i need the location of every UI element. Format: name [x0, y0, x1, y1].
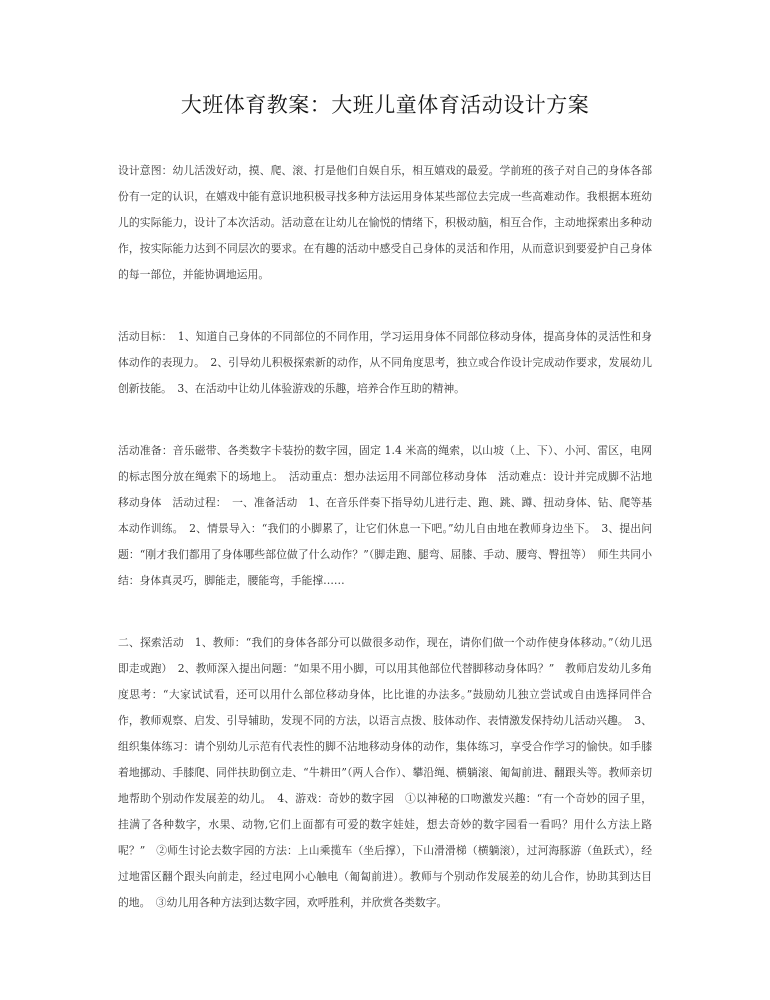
- document-title: 大班体育教案：大班儿童体育活动设计方案: [180, 93, 590, 117]
- paragraph-activity-goals: 活动目标： 1、知道自己身体的不同部位的不同作用，学习运用身体不同部位移动身体，提高身体的灵活性和身体动作的表现力。 2、引导幼儿积极探索新的动作，从不同角度思考，独立或合作设计完成动作要求，发展幼儿创新技能。 3、在活动中让幼儿体验游戏的乐趣，培养合作互助的精神。: [118, 330, 652, 395]
- paragraph-exploration-activity: 二、探索活动 1、教师：“我们的身体各部分可以做很多动作，现在，请你们做一个动作使身体移动。”（幼儿迅即走或跑） 2、教师深入提出问题：“如果不用小脚，可以用其他部位代替脚移动身体吗？” 教师启发幼儿多角度思考：“大家试试看，还可以用什么部位移动身体，比比谁的办法多。”鼓励幼儿独立尝试或自由选择同伴合作，教师观察、启发、引导辅助，发现不同的方法，以语言点拨、肢体动作、表情激发保持幼儿活动兴趣。 3、组织集体练习：请个别幼儿示范有代表性的脚不沾地移动身体的动作，集体练习，享受合作学习的愉快。如手膝着地挪动、手膝爬、同伴扶助倒立走、“牛耕田”（两人合作）、攀沿绳、横躺滚、匍匐前进、翻跟头等。教师亲切地帮助个别动作发展差的幼儿。 4、游戏：奇妙的数字园 ①以神秘的口吻激发兴趣：“有一个奇妙的园子里，挂满了各种数字，水果、动物,它们上面都有可爱的数字娃娃，想去奇妙的数字园看一看吗？用什么方法上路呢？” ②师生讨论去数字园的方法：上山乘揽车（坐后撑），下山滑滑梯（横躺滚），过河海豚游（鱼跃式），经过地雷区翻个跟头向前走，经过电网小心触电（匍匐前进）。教师与个别动作发展差的幼儿合作，协助其到达目的地。 ③幼儿用各种方法到达数字园，欢呼胜利，并欣赏各类数字。: [118, 636, 652, 909]
- paragraph-design-intent: 设计意图：幼儿活泼好动，摸、爬、滚、打是他们自娱自乐，相互嬉戏的最爱。学前班的孩子对自己的身体各部份有一定的认识，在嬉戏中能有意识地积极寻找多种方法运用身体某些部位去完成一些高难动作。我根据本班幼儿的实际能力，设计了本次活动。活动意在让幼儿在愉悦的情绪下，积极动脑，相互合作，主动地探索出多种动作，按实际能力达到不同层次的要求。在有趣的活动中感受自己身体的灵活和作用，从而意识到要爱护自己身体的每一部位，并能协调地运用。: [118, 164, 652, 281]
- paragraph-activity-preparation: 活动准备：音乐磁带、各类数字卡装扮的数字园，固定 1.4 米高的绳索，以山坡（上、下）、小河、雷区，电网的标志图分放在绳索下的场地上。 活动重点：想办法运用不同部位移动身体 活动难点：设计并完成脚不沾地移动身体 活动过程： 一、准备活动 1、在音乐伴奏下指导幼儿进行走、跑、跳、蹲、扭动身体、钻、爬等基本动作训练。 2、情景导入：“我们的小脚累了，让它们休息一下吧。”幼儿自由地在教师身边坐下。 3、提出问题：“刚才我们都用了身体哪些部位做了什么动作？”（脚走跑、腿弯、屈膝、手动、腰弯、臀扭等） 师生共同小结：身体真灵巧，脚能走，腰能弯，手能撑……: [118, 444, 652, 587]
